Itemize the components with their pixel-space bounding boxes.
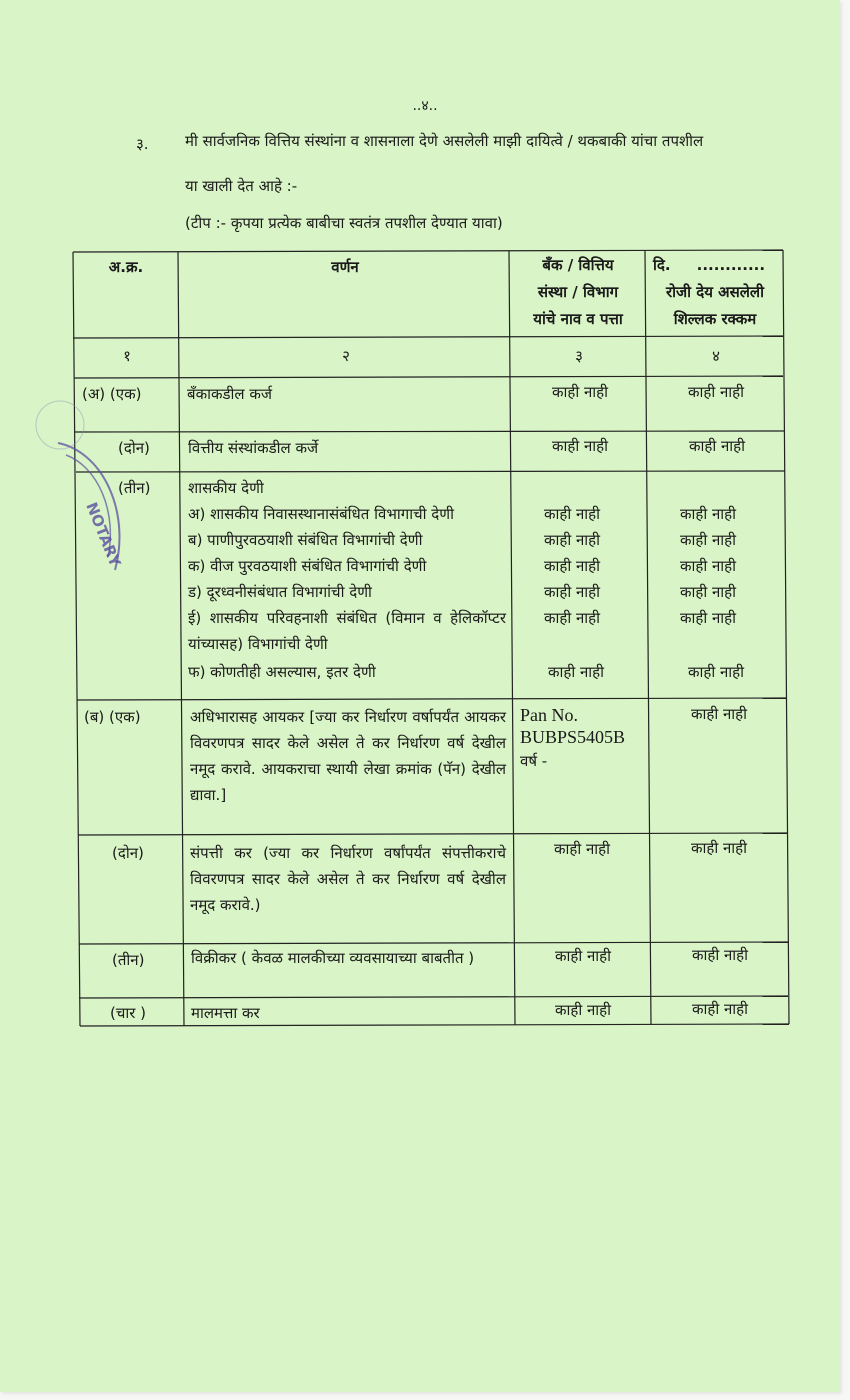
row-a3-e-amount-value: काही नाही (679, 609, 737, 627)
row-a3-f-bank-value: काही नाही (547, 663, 605, 681)
row-b1-amount-value: काही नाही (690, 705, 748, 723)
row-a3-a-amount-value: काही नाही (679, 505, 737, 523)
row-a2-bank-value: काही नाही (551, 437, 609, 455)
paragraph-note: (टीप :- कृपया प्रत्येक बाबीचा स्वतंत्र तपशील देण्यात यावा) (185, 214, 503, 232)
row-a3-a-bank-value: काही नाही (543, 505, 601, 523)
row-b4-description: मालमत्ता कर (191, 1004, 260, 1022)
row-b4-serial: (चार ) (110, 1004, 147, 1022)
header-amount-line-2: रोजी देय असलेली (666, 283, 764, 301)
paragraph-line-2: या खाली देत आहे :- (185, 177, 298, 195)
row-a2-description: वित्तीय संस्थांकडील कर्जे (188, 439, 319, 457)
row-a3-item-c: क) वीज पुरवठयाशी संबंधित विभागांची देणी (188, 557, 427, 575)
pan-number: BUBPS5405B (520, 727, 626, 747)
row-a3-c-bank-value: काही नाही (543, 557, 601, 575)
column-number-4: ४ (712, 347, 720, 365)
row-a3-d-amount-value: काही नाही (679, 583, 737, 601)
row-a3-c-amount-value: काही नाही (679, 557, 737, 575)
row-b2-bank-value: काही नाही (553, 840, 611, 858)
header-bank-line-2: संस्था / विभाग (537, 283, 619, 301)
header-bank-institution (510, 252, 646, 333)
row-a2-amount-value: काही नाही (688, 437, 746, 455)
stamp-text: NOTARY (82, 499, 125, 570)
row-a3-f-amount-value: काही नाही (687, 663, 745, 681)
row-a3-item-d: ड) दूरध्वनीसंबंधात विभागांची देणी (188, 583, 372, 601)
row-b2-description: संपत्ती कर (ज्या कर निर्धारण वर्षांपर्यंत संपत्तीकराचे विवरणपत्र सादर केले असेल ते कर निर्धारण वर्ष देखील नमूद करावे.) (190, 844, 506, 914)
row-b2-serial: (दोन) (112, 844, 144, 862)
header-bank-line-1: बँक / वित्तिय (542, 256, 614, 274)
row-b4-amount-value: काही नाही (691, 1000, 749, 1018)
column-number-3: ३ (575, 347, 583, 365)
row-a3-item-b: ब) पाणीपुरवठयाशी संबंधित विभागांची देणी (188, 531, 423, 549)
row-a1-bank-value: काही नाही (551, 383, 609, 401)
page-number: ..४.. (412, 98, 438, 114)
row-a3-d-bank-value: काही नाही (543, 583, 601, 601)
row-b1-serial: (ब) (एक) (84, 708, 141, 726)
row-a1-amount-value: काही नाही (687, 383, 745, 401)
row-b3-description: विक्रीकर ( केवळ मालकीच्या व्यवसायाच्या बाबतीत ) (191, 949, 475, 967)
paragraph-line-1: मी सार्वजनिक वित्तिय संस्थांना व शासनाला देणे असलेली माझी दायित्वे / थकबाकी यांचा तपशील (185, 132, 704, 150)
row-a3-item-e: ई) शासकीय परिवहनाशी संबंधित (विमान व हेलिकॉप्टर यांच्यासह) विभागांची देणी (188, 609, 506, 653)
header-bank-line-3: यांचे नाव व पत्ता (533, 310, 623, 328)
row-b1-description: अधिभारासह आयकर [ज्या कर निर्धारण वर्षापर्यंत आयकर विवरणपत्र सादर केले असेल ते कर निर्धारण वर्ष देखील नमूद करावे. आयकराचा स्थायी लेखा क्रमांक (पॅन) देखील द्यावा.] (190, 708, 506, 804)
header-balance-amount (647, 252, 783, 333)
column-number-2: २ (342, 347, 350, 365)
column-number-1: १ (123, 347, 131, 365)
row-b3-amount-value: काही नाही (691, 946, 749, 964)
pan-label: Pan No. (520, 705, 578, 725)
row-a3-e-bank-value: काही नाही (543, 609, 601, 627)
row-b3-serial: (तीन) (112, 951, 145, 969)
row-a3-item-f: फ) कोणतीही असल्यास, इतर देणी (188, 663, 376, 681)
row-b2-amount-value: काही नाही (690, 839, 748, 857)
header-serial-number: अ.क्र. (108, 258, 144, 276)
row-b3-bank-value: काही नाही (554, 947, 612, 965)
row-a3-serial: (तीन) (118, 479, 151, 497)
paragraph-number: ३. (136, 135, 149, 153)
row-a3-item-a: अ) शासकीय निवासस्थानासंबंधित विभागाची देणी (188, 505, 454, 523)
row-b4-bank-value: काही नाही (554, 1001, 612, 1019)
row-a1-serial: (अ) (एक) (82, 385, 142, 403)
header-date-line: दि. ............ (653, 256, 766, 274)
row-a3-b-bank-value: काही नाही (543, 531, 601, 549)
assessment-year-label: वर्ष - (520, 752, 548, 770)
row-a3-description: शासकीय देणी (188, 479, 264, 497)
row-a2-serial: (दोन) (118, 439, 150, 457)
row-a3-b-amount-value: काही नाही (679, 531, 737, 549)
row-a1-description: बँकाकडील कर्ज (187, 385, 272, 403)
header-description: वर्णन (331, 258, 359, 276)
header-amount-line-3: शिल्लक रक्कम (673, 310, 757, 328)
